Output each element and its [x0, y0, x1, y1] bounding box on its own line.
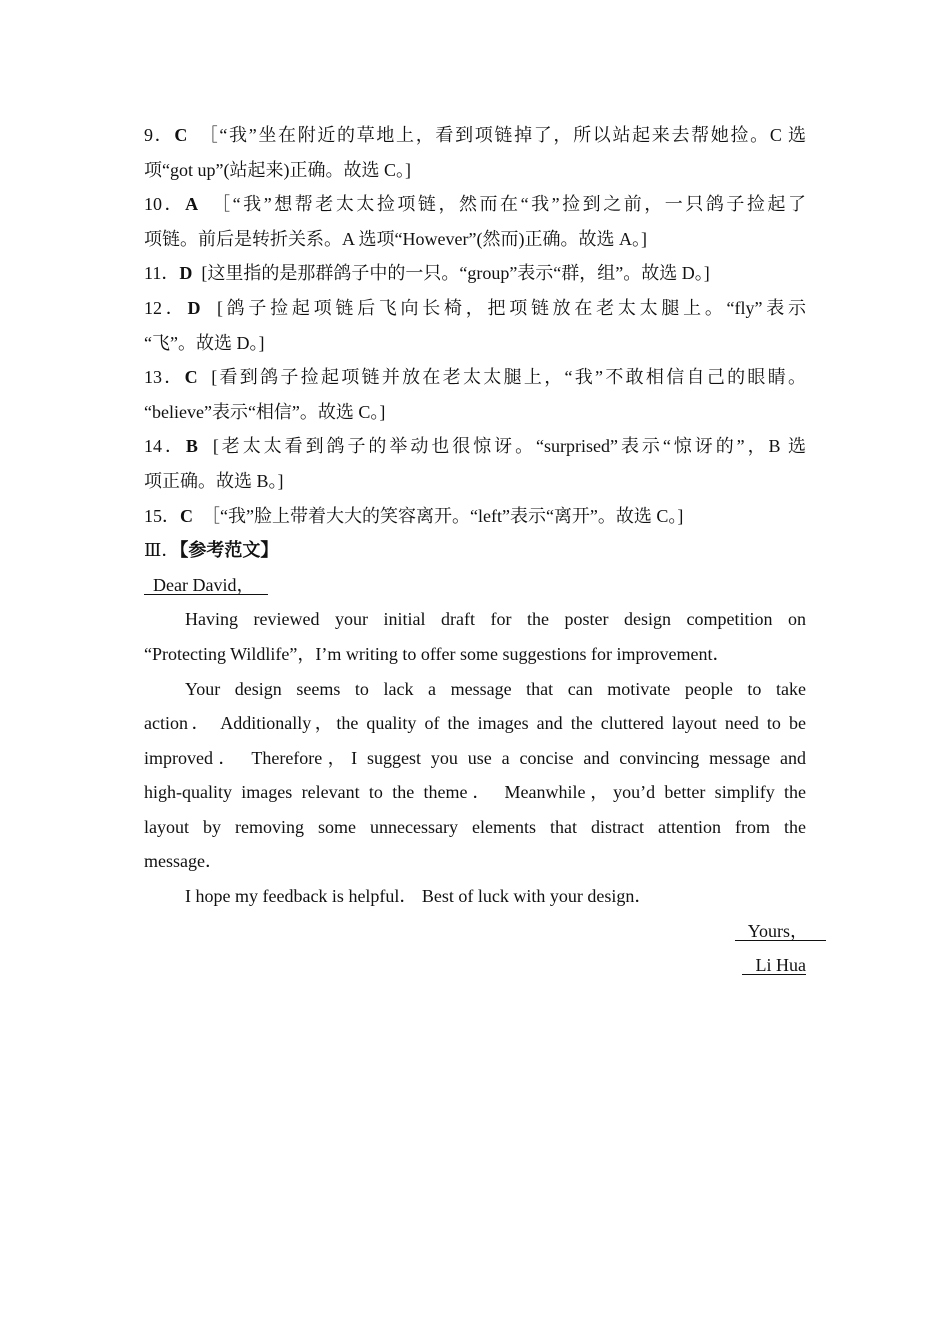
- paragraph-line: layout by removing some unnecessary elements that distract attention from the: [144, 816, 806, 837]
- paragraph-line: Having reviewed your initial draft for the poster design competition on: [185, 609, 806, 630]
- answer-explanation: [鸽子捡起项链后飞向长椅，把项链放在老太太腿上。“fly”表示: [216, 297, 806, 318]
- letter-paragraph-1: [144, 602, 806, 671]
- paragraph-line: high-quality images relevant to the theme． Meanwhile，you’d better simplify the: [144, 782, 806, 803]
- section-title: 【参考范文】: [179, 540, 279, 561]
- answer-explanation: 项“got up”(站起来)正确。故选 C。]: [144, 159, 411, 180]
- paragraph-line: improved． Therefore，I suggest you use a concise and convincing message and: [144, 747, 806, 768]
- answer-letter: A: [185, 194, 199, 215]
- paragraph-line: “Protecting Wildlife”，I’m writing to offer some suggestions for improvement．: [144, 643, 731, 664]
- letter-greeting-line: [144, 568, 806, 603]
- answer-number: 14．: [144, 436, 186, 457]
- letter-greeting: Dear David，: [144, 574, 268, 595]
- answer-item-15: [144, 499, 806, 534]
- section-number: Ⅲ．: [144, 540, 180, 561]
- answer-number: 11．: [144, 263, 180, 284]
- answer-item-9: [144, 118, 806, 187]
- letter-closing-line: [144, 914, 826, 949]
- answer-explanation: [这里指的是那群鸽子中的一只。“group”表示“群，组”。故选 D。]: [201, 263, 710, 284]
- answer-explanation: ［“我”脸上带着大大的笑容离开。“left”表示“离开”。故选 C。]: [202, 505, 684, 526]
- answer-line: [144, 395, 806, 430]
- answer-line: [144, 499, 806, 534]
- answer-explanation: “believe”表示“相信”。故选 C。]: [144, 401, 386, 422]
- answer-letter: C: [180, 505, 193, 526]
- answer-item-10: [144, 187, 806, 256]
- letter-paragraph-2: [144, 672, 806, 880]
- answer-letter: C: [184, 367, 198, 388]
- answer-line: [144, 464, 806, 499]
- answer-item-12: [144, 291, 806, 360]
- answer-item-13: [144, 360, 806, 429]
- answer-line: [144, 256, 806, 291]
- answer-number: 10．: [144, 194, 186, 215]
- paragraph-line: message．: [144, 851, 223, 872]
- letter-signature: Li Hua: [742, 955, 806, 976]
- answer-number: 9．: [144, 125, 175, 145]
- answer-explanation: ［“我”想帮老太太捡项链，然而在“我”捡到之前，一只鸽子捡起了: [212, 194, 806, 215]
- letter-paragraph-3: [144, 879, 806, 914]
- answer-explanation: 项链。前后是转折关系。A 选项“However”(然而)正确。故选 A。]: [144, 228, 647, 249]
- answer-line: [144, 291, 806, 326]
- document-content: [144, 118, 826, 983]
- paragraph-line: I hope my feedback is helpful． Best of luck with your design．: [185, 886, 653, 907]
- answer-explanation: 项正确。故选 B。]: [144, 470, 284, 491]
- section-heading: [144, 533, 806, 568]
- answer-line: [144, 360, 806, 395]
- letter-closing: Yours，: [734, 920, 826, 941]
- answer-number: 15．: [144, 505, 180, 526]
- answer-explanation: “飞”。故选 D。]: [144, 332, 265, 353]
- answer-explanation: ［“我”坐在附近的草地上，看到项链掉了，所以站起来去帮她捡。C 选: [199, 125, 806, 145]
- answer-explanation: [老太太看到鸽子的举动也很惊讶。“surprised”表示“惊讶的”，B 选: [212, 436, 806, 457]
- letter-signature-line: [144, 948, 806, 983]
- paragraph-line: action． Additionally，the quality of the images and the cluttered layout need to be: [144, 713, 806, 734]
- answer-number: 13．: [144, 367, 185, 388]
- answer-line: [144, 187, 806, 222]
- answer-line: [144, 429, 806, 464]
- answer-letter: C: [174, 125, 188, 145]
- answer-line: [144, 222, 806, 257]
- answer-line: [144, 326, 806, 361]
- answer-letter: D: [179, 263, 193, 284]
- paragraph-line: Your design seems to lack a message that can motivate people to take: [185, 678, 806, 699]
- answer-item-14: [144, 429, 806, 498]
- answer-letter: D: [187, 297, 201, 318]
- answer-explanation: [看到鸽子捡起项链并放在老太太腿上，“我”不敢相信自己的眼睛。: [211, 367, 806, 388]
- answer-line: [144, 153, 806, 188]
- answer-item-11: [144, 256, 806, 291]
- answer-letter: B: [185, 436, 198, 457]
- answer-line: [144, 118, 806, 153]
- answer-number: 12．: [144, 297, 188, 318]
